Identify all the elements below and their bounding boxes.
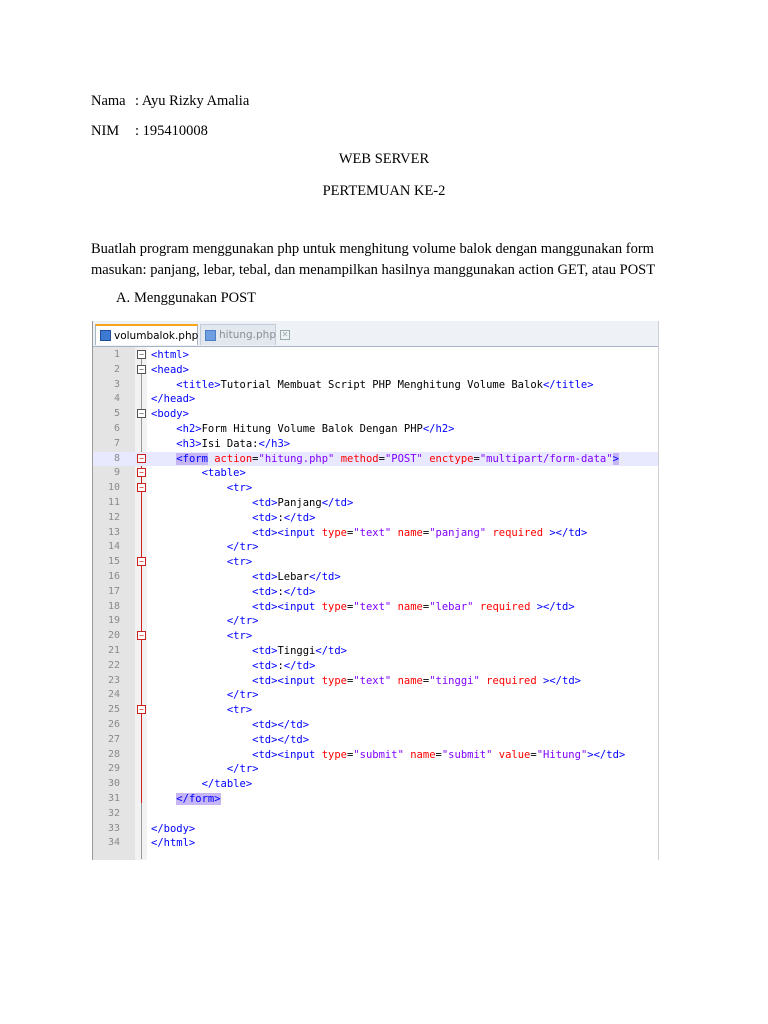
code-line[interactable]: [93, 511, 658, 526]
code-token: Panjang: [277, 496, 322, 509]
code-token: >: [612, 452, 619, 465]
tab-label: hitung.php: [219, 329, 276, 341]
code-token: [151, 438, 176, 450]
code-token: </td>: [283, 585, 316, 598]
code-token: name: [397, 600, 423, 613]
code-token: [151, 586, 252, 598]
code-token: =: [422, 674, 430, 687]
line-number: 29: [107, 763, 120, 775]
tab-volumbalok[interactable]: [95, 324, 198, 345]
code-token: "text": [353, 674, 392, 687]
line-number: 14: [107, 541, 120, 553]
code-token: [151, 689, 227, 701]
code-line[interactable]: [93, 466, 658, 481]
code-token: <table>: [201, 467, 246, 480]
code-token: [151, 601, 252, 613]
code-token: </td>: [283, 511, 316, 524]
code-token: [151, 778, 202, 790]
line-number: 30: [107, 778, 120, 790]
code-token: name: [410, 748, 436, 761]
line-number: 18: [107, 600, 120, 612]
fold-toggle-icon[interactable]: −: [137, 557, 146, 566]
code-token: <td>: [252, 511, 278, 524]
code-line[interactable]: [93, 748, 658, 763]
code-line[interactable]: [93, 703, 658, 718]
code-line[interactable]: [93, 540, 658, 555]
code-token: =: [347, 674, 354, 687]
code-token: [151, 704, 227, 716]
code-token: value: [498, 748, 531, 761]
code-token: [151, 734, 252, 746]
code-token: required: [479, 600, 531, 613]
code-editor-screenshot: [92, 321, 659, 860]
code-token: type: [321, 748, 347, 761]
nim-label: NIM: [91, 123, 120, 139]
instruction-paragraph: [91, 239, 691, 281]
code-token: :: [277, 659, 284, 672]
code-text: [151, 836, 195, 851]
code-token: =: [435, 748, 442, 761]
code-token: type: [321, 674, 347, 687]
code-token: <td>: [252, 496, 278, 509]
code-token: [151, 512, 252, 524]
code-token: <td><input: [252, 674, 316, 687]
code-token: <td></td>: [252, 733, 310, 746]
code-token: type: [321, 526, 347, 539]
code-line[interactable]: [93, 496, 658, 511]
code-text: [151, 585, 315, 600]
code-token: =: [473, 452, 480, 465]
code-line[interactable]: [93, 733, 658, 748]
code-line[interactable]: [93, 481, 658, 496]
code-token: ></td>: [536, 600, 575, 613]
code-token: </td>: [321, 496, 354, 509]
line-number: 21: [107, 644, 120, 656]
code-token: </body>: [151, 822, 196, 835]
section-heading: [116, 290, 256, 307]
code-text: [151, 792, 221, 807]
code-text: [151, 407, 189, 422]
code-line[interactable]: [93, 407, 658, 422]
line-number: 10: [107, 482, 120, 494]
code-token: =: [347, 600, 354, 613]
code-token: Isi Data:: [201, 437, 259, 450]
code-line[interactable]: [93, 614, 658, 629]
code-line[interactable]: [93, 644, 658, 659]
code-token: =: [347, 748, 354, 761]
code-token: [151, 467, 202, 479]
code-line[interactable]: [93, 777, 658, 792]
code-token: [151, 675, 252, 687]
code-token: <h3>: [176, 437, 202, 450]
code-token: "text": [353, 600, 392, 613]
line-number: 33: [107, 822, 120, 834]
code-token: <h2>: [176, 422, 202, 435]
fold-toggle-icon[interactable]: −: [137, 365, 146, 374]
code-line[interactable]: [93, 422, 658, 437]
code-token: [151, 749, 252, 761]
code-token: "submit": [441, 748, 493, 761]
close-icon[interactable]: ✕: [281, 330, 289, 339]
code-token: [151, 763, 227, 775]
name-row: [91, 93, 249, 110]
code-token: </tr>: [226, 763, 259, 776]
code-token: type: [321, 600, 347, 613]
code-token: action: [214, 452, 253, 465]
line-number: 17: [107, 585, 120, 597]
code-token: Tinggi: [277, 644, 316, 657]
code-token: </title>: [542, 378, 594, 391]
code-line[interactable]: [93, 762, 658, 777]
code-token: <td><input: [252, 600, 316, 613]
code-token: <html>: [151, 349, 189, 361]
code-text: [151, 363, 189, 378]
code-text: [151, 688, 258, 703]
code-token: enctype: [429, 452, 474, 465]
fold-toggle-icon[interactable]: −: [137, 350, 146, 359]
code-line[interactable]: [93, 585, 658, 600]
tab-hitung[interactable]: [200, 324, 289, 345]
fold-toggle-icon[interactable]: −: [137, 631, 146, 640]
code-text: [151, 674, 581, 689]
line-number: 20: [107, 630, 120, 642]
page-subtitle: PERTEMUAN KE-2: [322, 183, 446, 199]
line-number: 9: [113, 467, 120, 479]
code-token: "POST": [384, 452, 423, 465]
code-token: </td>: [315, 644, 347, 657]
page-title: WEB SERVER: [338, 151, 430, 167]
line-number: 27: [107, 733, 120, 745]
code-text: [151, 644, 347, 659]
tab-label: volumbalok.php: [114, 329, 199, 342]
code-text: [151, 748, 625, 763]
code-token: name: [397, 526, 423, 539]
code-token: :: [277, 585, 284, 598]
line-number: 6: [113, 422, 120, 434]
code-token: <td>: [252, 570, 278, 583]
code-token: method: [340, 452, 379, 465]
code-token: <td>: [252, 585, 278, 598]
code-line[interactable]: [93, 629, 658, 644]
code-text: [151, 392, 195, 407]
name-label: Nama: [91, 93, 126, 109]
code-line[interactable]: [93, 378, 658, 393]
code-line[interactable]: [93, 792, 658, 807]
code-token: [151, 615, 227, 627]
code-line[interactable]: [93, 555, 658, 570]
code-token: Form Hitung Volume Balok Dengan PHP: [201, 422, 423, 435]
code-line[interactable]: [93, 600, 658, 615]
section-label: Menggunakan POST: [134, 290, 257, 306]
code-token: "multipart/form-data": [479, 452, 613, 465]
fold-toggle-icon[interactable]: −: [137, 454, 146, 463]
code-token: "Hitung": [536, 748, 588, 761]
code-line[interactable]: [93, 452, 658, 467]
code-line[interactable]: [93, 348, 658, 363]
code-text: [151, 718, 309, 733]
code-token: [151, 497, 252, 509]
instruction-line-1: Buatlah program menggunakan php untuk menghitung volume balok dengan manggunakan form: [91, 241, 654, 257]
code-line[interactable]: [93, 437, 658, 452]
code-token: =: [422, 526, 430, 539]
code-token: required: [486, 674, 537, 687]
line-number: 3: [113, 378, 120, 390]
line-number: 12: [107, 511, 120, 523]
code-token: "hitung.php": [258, 452, 335, 465]
code-text: [151, 629, 252, 644]
code-token: <td><input: [252, 748, 316, 761]
code-line[interactable]: [93, 674, 658, 689]
code-text: [151, 762, 258, 777]
line-number: 25: [107, 704, 120, 716]
line-number: 28: [107, 748, 120, 760]
code-area[interactable]: [93, 348, 658, 851]
code-line[interactable]: [93, 659, 658, 674]
code-text: [151, 600, 575, 615]
code-token: [151, 423, 176, 435]
fold-toggle-icon[interactable]: −: [137, 483, 146, 492]
code-token: "panjang": [429, 526, 487, 539]
code-line[interactable]: [93, 836, 658, 851]
code-token: "submit": [353, 748, 404, 761]
code-token: =: [422, 600, 430, 613]
line-number: 34: [107, 837, 120, 849]
code-text: [151, 703, 252, 718]
code-token: </tr>: [226, 615, 259, 628]
code-token: [151, 379, 176, 391]
code-line[interactable]: [93, 363, 658, 378]
line-number: 13: [107, 526, 120, 538]
nim-row: [91, 123, 208, 140]
nim-value: : 195410008: [135, 123, 208, 139]
code-token: "tinggi": [429, 674, 480, 687]
code-text: [151, 570, 341, 585]
line-number: 11: [107, 496, 120, 508]
code-token: </table>: [201, 778, 253, 791]
instruction-line-2: masukan: panjang, lebar, tebal, dan menampilkan hasilnya manggunakan action GET, atau POST: [91, 262, 656, 278]
code-token: [151, 541, 227, 553]
code-token: [151, 527, 252, 539]
code-token: name: [397, 674, 423, 687]
code-line[interactable]: [93, 688, 658, 703]
fold-toggle-icon[interactable]: −: [137, 705, 146, 714]
line-number: 32: [107, 807, 120, 819]
line-number: 1: [113, 349, 120, 360]
list-marker: A.: [116, 290, 131, 306]
code-token: ></td>: [549, 526, 588, 539]
code-token: <form: [176, 452, 208, 465]
code-token: "text": [353, 526, 392, 539]
line-number: 4: [113, 393, 120, 405]
line-number: 23: [107, 674, 120, 686]
code-text: [151, 555, 252, 570]
line-number: 5: [113, 408, 120, 420]
code-token: <td><input: [252, 526, 316, 539]
code-text: [151, 437, 290, 452]
code-token: </td>: [283, 659, 316, 672]
editor-tab-bar: [93, 321, 658, 347]
line-number: 15: [107, 556, 120, 568]
code-token: [151, 482, 227, 494]
code-token: [151, 556, 227, 568]
code-text: [151, 540, 258, 555]
code-line[interactable]: [93, 822, 658, 837]
code-token: <tr>: [226, 482, 253, 495]
line-number: 22: [107, 659, 120, 671]
name-value: : Ayu Rizky Amalia: [135, 93, 250, 109]
code-text: [151, 466, 246, 481]
code-token: =: [378, 452, 385, 465]
code-token: :: [277, 511, 284, 524]
code-token: =: [347, 526, 354, 539]
code-text: [151, 614, 258, 629]
code-token: <tr>: [226, 630, 253, 643]
code-text: [151, 659, 315, 674]
code-text: [151, 422, 454, 437]
code-token: <tr>: [226, 556, 253, 569]
code-token: </h2>: [422, 422, 455, 435]
code-token: </head>: [151, 393, 196, 406]
code-token: required: [492, 526, 544, 539]
code-token: =: [530, 748, 537, 761]
file-save-icon: [205, 330, 216, 341]
code-token: Tutorial Membuat Script PHP Menghitung Volume Balok: [220, 378, 543, 391]
code-token: </html>: [151, 837, 196, 850]
code-token: [151, 630, 227, 642]
code-token: <td></td>: [252, 718, 310, 731]
fold-toggle-icon[interactable]: −: [137, 409, 146, 418]
code-token: </tr>: [226, 689, 259, 702]
line-number: 7: [113, 437, 120, 449]
code-token: =: [252, 452, 259, 465]
code-token: "lebar": [429, 600, 474, 613]
line-number: 31: [107, 792, 120, 804]
code-token: </h3>: [258, 437, 291, 450]
line-number: 8: [113, 452, 120, 464]
code-text: [151, 348, 189, 363]
code-text: [151, 822, 195, 837]
code-line[interactable]: [93, 392, 658, 407]
code-token: </form>: [176, 792, 221, 805]
line-number: 26: [107, 718, 120, 730]
code-token: <body>: [151, 408, 189, 421]
file-save-icon: [100, 330, 111, 341]
code-token: [151, 571, 252, 583]
fold-toggle-icon[interactable]: −: [137, 468, 146, 477]
code-token: ></td>: [543, 674, 581, 687]
code-token: <title>: [176, 378, 221, 391]
code-token: [151, 645, 252, 657]
code-token: [151, 660, 252, 672]
code-text: [151, 511, 315, 526]
code-line[interactable]: [93, 570, 658, 585]
code-text: [151, 496, 353, 511]
code-token: <td>: [252, 659, 278, 672]
line-number: 19: [107, 615, 120, 627]
code-token: [151, 453, 176, 465]
code-text: [151, 526, 587, 541]
code-line[interactable]: [93, 807, 658, 822]
code-token: </tr>: [226, 541, 259, 554]
code-token: <tr>: [226, 704, 253, 717]
code-line[interactable]: [93, 718, 658, 733]
code-token: [151, 793, 176, 805]
code-token: </td>: [309, 570, 341, 583]
code-text: [151, 733, 309, 748]
code-token: Lebar: [277, 570, 310, 583]
code-token: <head>: [151, 363, 189, 376]
code-token: [151, 719, 252, 731]
line-number: 24: [107, 689, 120, 701]
code-token: ></td>: [587, 748, 626, 761]
code-text: [151, 378, 594, 393]
code-text: [151, 452, 619, 467]
line-number: 2: [113, 363, 120, 375]
line-number: 16: [107, 570, 120, 582]
code-text: [151, 481, 252, 496]
code-text: [151, 777, 252, 792]
code-line[interactable]: [93, 526, 658, 541]
code-token: <td>: [252, 644, 278, 657]
